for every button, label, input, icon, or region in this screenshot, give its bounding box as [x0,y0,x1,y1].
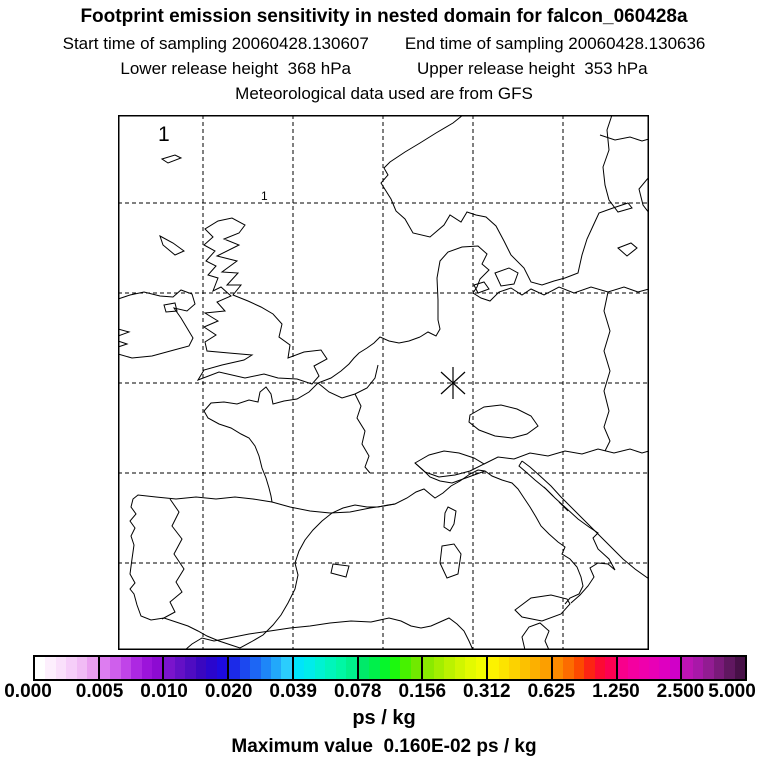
colorbar-tick-label: 0.625 [527,681,576,702]
colorbar-cell [56,657,66,679]
met-data-text: Meteorological data used are from GFS [235,84,533,103]
coastline-border-austria [484,449,649,464]
colorbar-cell [315,657,325,679]
colorbar-cell [714,657,724,679]
colorbar-cell [488,657,498,679]
colorbar-tick-label: 0.005 [75,681,124,702]
colorbar-cell [45,657,55,679]
colorbar-cell [693,657,703,679]
colorbar-segment [616,657,681,679]
colorbar-tick-label: 5.000 [708,681,756,702]
nest-domain-label: 1 [158,123,170,146]
colorbar-segment [551,657,616,679]
colorbar-cell [346,657,356,679]
end-time-text: End time of sampling 20060428.130636 [404,34,706,53]
colorbar-cell [682,657,692,679]
coastline-italy-east [519,461,615,603]
coastline-tunisia-coast [522,623,549,650]
colorbar-cell [670,657,680,679]
colorbar-cell [110,657,120,679]
colorbar-cell [724,657,734,679]
colorbar-cell [499,657,509,679]
met-data-row [0,84,768,104]
colorbar-tick-label: 0.010 [140,681,188,702]
colorbar-cell [553,657,563,679]
colorbar-cell [369,657,379,679]
colorbar-cell [294,657,304,679]
colorbar-cell [359,657,369,679]
release-height-row [0,59,768,79]
coastline-jutland-baltic [420,246,649,337]
colorbar-cell [152,657,162,679]
colorbar-tick-label: 2.500 [656,681,705,702]
colorbar-cell [281,657,291,679]
colorbar-cell [164,657,174,679]
colorbar-cell [142,657,152,679]
coastline-mallorca [331,564,349,577]
colorbar-cell [261,657,271,679]
coastline-kerry-1 [118,329,129,336]
coastline-great-britain [198,218,327,384]
colorbar-cell [196,657,206,679]
colorbar-cell [175,657,185,679]
nest-domain-label: 1 [261,189,268,203]
coastline-africa-coast [185,618,473,650]
colorbar-cell [584,657,594,679]
colorbar-segment [292,657,357,679]
colorbar-cell [530,657,540,679]
footprint-map [118,115,649,650]
colorbar-cell [605,657,615,679]
colorbar-cell [411,657,421,679]
colorbar-cell [77,657,87,679]
coastline-lough [164,303,177,312]
colorbar-cell [444,657,454,679]
max-value-label: Maximum value 0.160E-02 ps / kg [231,736,537,757]
colorbar-cell [649,657,659,679]
colorbar-cell [476,657,486,679]
start-time-text: Start time of sampling 20060428.130607 [62,34,369,53]
colorbar-cell [735,657,745,679]
colorbar-segment [357,657,422,679]
coastline-border-pt-es [162,499,184,619]
colorbar-cell [185,657,195,679]
colorbar-cell [380,657,390,679]
coastline-channel-netherlands [204,337,420,411]
colorbar-cell [217,657,227,679]
colorbar-tick-label: 0.156 [398,681,447,702]
lower-release-text: Lower release height 368 hPa [120,59,351,78]
coastline-corsica [444,507,456,531]
colorbar-cell [121,657,131,679]
colorbar-cell [35,657,45,679]
colorbar-tick-label: 0.078 [333,681,382,702]
colorbar-cell [595,657,605,679]
coastline-border-oder [604,292,610,451]
coastline-border-czech [469,405,538,438]
coastline-norway-sweden [381,115,632,285]
colorbar-cell [509,657,519,679]
coastline-zealand [495,268,518,286]
coastline-croatia-island-1 [544,487,553,496]
colorbar-cell [229,657,239,679]
colorbar-cell [563,657,573,679]
colorbar-cell [659,657,669,679]
colorbar-segment [680,657,745,679]
colorbar-cell [240,657,250,679]
colorbar-cell [540,657,550,679]
colorbar-segment [35,657,98,679]
coastline-biscay-iberia-med-italy [130,411,583,648]
colorbar-segment [227,657,292,679]
coastline-bornholm [618,243,637,256]
colorbar-cell [400,657,410,679]
colorbar-cell [271,657,281,679]
colorbar-tick-label: 0.312 [463,681,511,702]
coastline-border-rhine [355,394,370,473]
colorbar-cell [574,657,584,679]
coastline-border-pyrenees [272,502,395,513]
map-area [118,115,649,650]
coastline-balkan-coast [522,461,649,579]
colorbar-cell [455,657,465,679]
coastline-ireland [118,290,195,358]
colorbar-cell [250,657,260,679]
colorbar-cell [304,657,314,679]
colorbar-cell [434,657,444,679]
colorbar-segment [486,657,551,679]
colorbar-tick-label: 0.020 [204,681,253,702]
colorbar-cell [336,657,346,679]
colorbar-cell [465,657,475,679]
colorbar-cell [520,657,530,679]
colorbar-tick-label: 0.039 [269,681,317,702]
page-title: Footprint emission sensitivity in nested domain for falcon_060428a [80,6,688,27]
coastline-sardinia [440,544,461,578]
colorbar-cell [325,657,335,679]
colorbar-cell [66,657,76,679]
colorbar-cell [639,657,649,679]
sampling-time-row [0,34,768,54]
upper-release-text: Upper release height 353 hPa [417,59,648,78]
colorbar-cell [100,657,110,679]
coastline-sicily [515,595,570,621]
coastline-hebrides-sliver [160,236,184,255]
colorbar-segment [421,657,486,679]
coastline-orkney-sliver [162,155,181,163]
colorbar-unit-label: ps / kg [352,707,416,729]
colorbar-segment [162,657,227,679]
colorbar-cell [206,657,216,679]
colorbar-cell [703,657,713,679]
colorbar-cell [87,657,97,679]
colorbar-tick-label: 1.250 [592,681,640,702]
colorbar-cell [423,657,433,679]
colorbar [33,655,747,681]
colorbar-tick-label: 0.000 [4,681,52,702]
colorbar-cell [390,657,400,679]
coastline-border-fr-be [318,365,378,398]
colorbar-segment [98,657,163,679]
colorbar-cell [131,657,141,679]
colorbar-cell [628,657,638,679]
colorbar-cell [618,657,628,679]
